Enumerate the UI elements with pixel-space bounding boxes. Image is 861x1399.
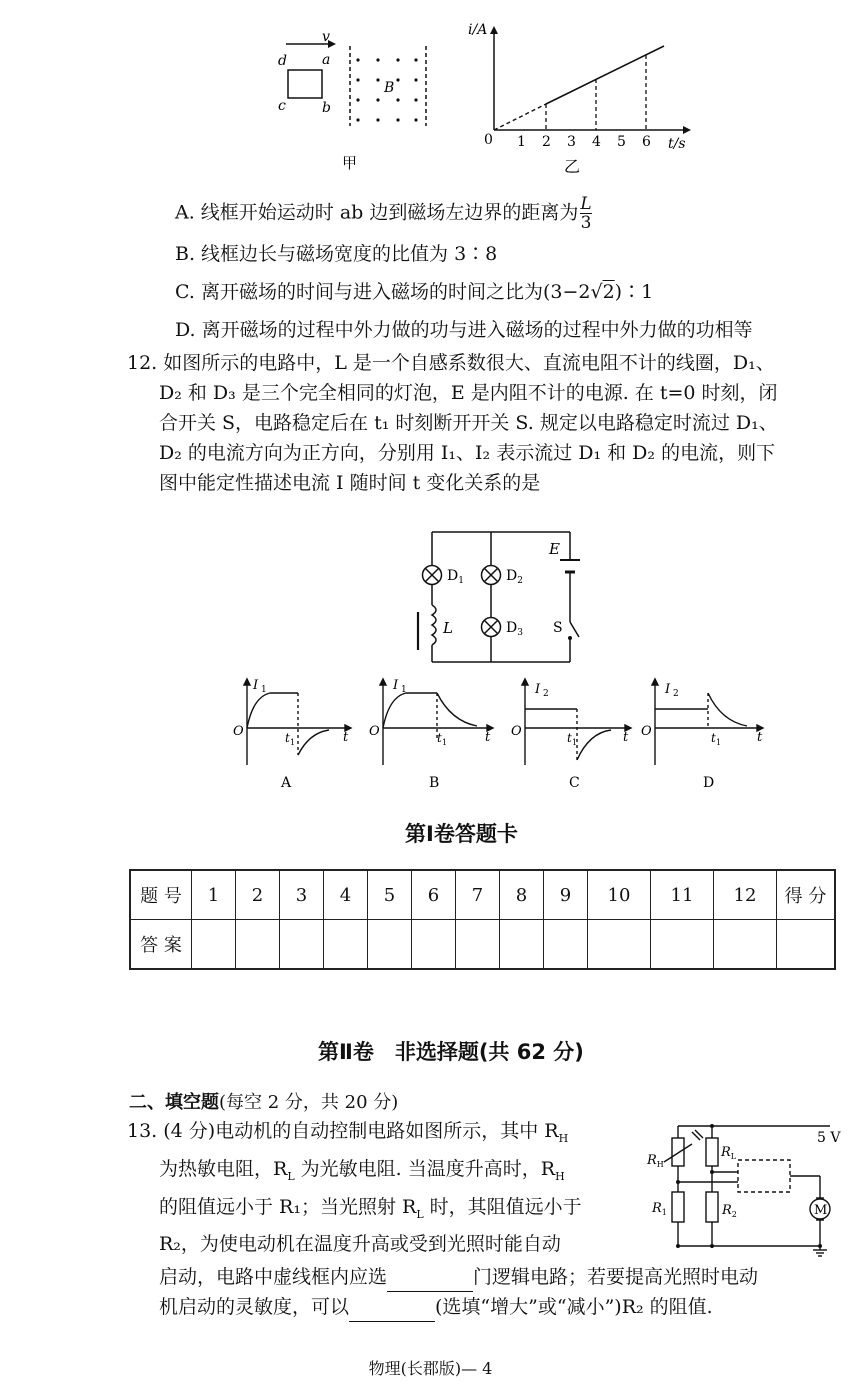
field-label-b: B: [384, 80, 395, 96]
figure-yi: [468, 14, 693, 179]
blank-gate-type[interactable]: [387, 1269, 473, 1292]
answer-card-table: [129, 869, 836, 970]
label-r2: $R_2$: [722, 1203, 737, 1219]
corner-b: b: [322, 100, 331, 116]
svg-text:1: 1: [261, 685, 267, 695]
corner-c: c: [278, 98, 286, 114]
graph-c: [511, 679, 631, 791]
question-13: 13. (4 分)电动机的自动控制电路如图所示，其中 $R_H$ 为热敏电阻，$R_L$ 为光敏电阻. 当温度升高时，$R_H$ 的阻值远小于 R₁；当光照射 $R_L$ 时，其阻值远小于 R₂，为使电动机在温度升高或受到光照时能自动: [127, 1120, 582, 1256]
graph-a-letter: A: [281, 775, 292, 791]
graph-b-letter: B: [429, 775, 440, 791]
score-label: 得 分: [777, 870, 836, 920]
answer-cell[interactable]: [192, 920, 236, 970]
svg-text:t: t: [485, 730, 491, 745]
svg-text:O: O: [233, 724, 244, 739]
svg-text:t: t: [343, 730, 349, 745]
label-r1: $R_1$: [652, 1201, 667, 1217]
wire-frame: [288, 70, 322, 98]
svg-text:O: O: [511, 724, 522, 739]
graph-b: [369, 678, 493, 791]
svg-text:2: 2: [543, 689, 549, 699]
current-line: [546, 46, 664, 104]
svg-text:t: t: [757, 730, 763, 745]
origin-label: 0: [484, 132, 493, 148]
svg-text:I: I: [535, 682, 541, 697]
label-rl: $R_L$: [721, 1145, 737, 1161]
svg-text:I: I: [665, 682, 671, 697]
svg-text:O: O: [641, 724, 652, 739]
svg-text:1: 1: [517, 134, 526, 150]
answer-cell[interactable]: [544, 920, 588, 970]
blank-r2-change[interactable]: [349, 1299, 435, 1322]
table-row: [130, 920, 835, 970]
svg-text:5: 5: [617, 134, 626, 150]
answer-cell[interactable]: [456, 920, 500, 970]
circuit-q12: [405, 520, 600, 670]
x-tick-labels: [517, 134, 651, 150]
part2-title: 第Ⅱ卷 非选择题(共 62 分): [318, 1040, 584, 1064]
lamp-label-d1: $D_1$: [447, 568, 464, 586]
answer-cell[interactable]: [651, 920, 714, 970]
svg-text:t: t: [711, 731, 716, 745]
circuit-q13: [642, 1118, 847, 1258]
question-13-blanks: 启动，电路中虚线框内应选 门逻辑电路；若要提高光照时电动 机启动的灵敏度，可以 (选填“增大”或“减小”)R₂ 的阻值.: [127, 1262, 837, 1322]
svg-text:6: 6: [642, 134, 651, 150]
svg-text:1: 1: [442, 738, 448, 747]
svg-text:1: 1: [401, 685, 407, 695]
graph-c-letter: C: [569, 775, 580, 791]
table-row: 题 号 1 2 3 4 5 6 7 8 9 10 11 12 得 分: [130, 870, 835, 920]
y-axis-label: i/A: [468, 22, 488, 38]
option-b: B. 线框边长与磁场宽度的比值为 3∶8: [175, 243, 498, 265]
score-cell[interactable]: [777, 920, 836, 970]
voltage-label: 5 V: [817, 1130, 841, 1146]
switch-label-s: S: [553, 620, 563, 636]
corner-a: a: [322, 52, 331, 68]
fraction-l-over-3: $\frac{L}{3}$: [580, 194, 592, 233]
row-label-answer: 答 案: [130, 920, 192, 970]
svg-text:I: I: [253, 678, 259, 693]
graph-d-letter: D: [703, 775, 715, 791]
svg-text:t: t: [567, 731, 572, 745]
answer-cell[interactable]: [714, 920, 777, 970]
corner-d: d: [278, 53, 287, 69]
answer-cell[interactable]: [280, 920, 324, 970]
svg-text:1: 1: [572, 738, 578, 747]
lamp-label-d3: $D_3$: [506, 620, 523, 638]
svg-text:1: 1: [716, 738, 722, 747]
caption-yi: 乙: [564, 157, 581, 176]
svg-text:O: O: [369, 724, 380, 739]
velocity-label: v: [322, 29, 330, 45]
answer-cell[interactable]: [368, 920, 412, 970]
question-12: 12. 如图所示的电路中，L 是一个自感系数很大、直流电阻不计的线圈，D₁、 D₂ 和 D₃ 是三个完全相同的灯泡，E 是内阻不计的电源. 在 t=0 时刻，闭 合开关 S，电路稳定后在 t₁ 时刻断开开关 S. 规定以电路稳定时流过 D₁、 D₂ 的电流方向为正方向，分别用 I₁、I₂ 表示流过 D₁ 和 D₂ 的电流，则下 图中能定性描述电流 I 随时间 t 变化关系的是: [127, 352, 778, 494]
section-heading: 二、填空题(每空 2 分，共 20 分): [129, 1092, 399, 1113]
answer-graphs: [225, 675, 775, 795]
svg-text:t: t: [285, 731, 290, 745]
x-axis-label: t/s: [668, 136, 686, 152]
answer-cell[interactable]: [324, 920, 368, 970]
svg-text:1: 1: [290, 738, 296, 747]
svg-text:t: t: [623, 730, 629, 745]
row-label-number: 题 号: [130, 870, 192, 920]
svg-text:I: I: [393, 678, 399, 693]
graph-a: [233, 678, 351, 791]
figure-jia: [270, 28, 445, 178]
coil-label-l: L: [443, 619, 453, 637]
graph-d: [641, 679, 763, 791]
page-footer: 物理(长郡版)— 4: [368, 1359, 493, 1378]
answer-cell[interactable]: [588, 920, 651, 970]
answer-cell[interactable]: [412, 920, 456, 970]
svg-text:3: 3: [567, 134, 576, 150]
svg-text:2: 2: [673, 689, 679, 699]
source-label-e: E: [549, 540, 560, 558]
answer-card-title: 第Ⅰ卷答题卡: [405, 822, 518, 846]
svg-text:2: 2: [542, 134, 551, 150]
lamp-label-d2: $D_2$: [506, 568, 523, 586]
label-rh: $R_H$: [647, 1153, 664, 1169]
svg-text:t: t: [437, 731, 442, 745]
answer-cell[interactable]: [500, 920, 544, 970]
option-a: A. 线框开始运动时 ab 边到磁场左边界的距离为 $\frac{L}{3}$: [175, 194, 592, 233]
motor-label: M: [814, 1203, 828, 1218]
caption-jia: 甲: [342, 154, 358, 172]
option-d: D. 离开磁场的过程中外力做的功与进入磁场的过程中外力做的功相等: [175, 319, 753, 341]
answer-cell[interactable]: [236, 920, 280, 970]
option-c: C. 离开磁场的时间与进入磁场的时间之比为(3−2√2)∶1: [175, 281, 654, 303]
svg-text:4: 4: [592, 134, 601, 150]
